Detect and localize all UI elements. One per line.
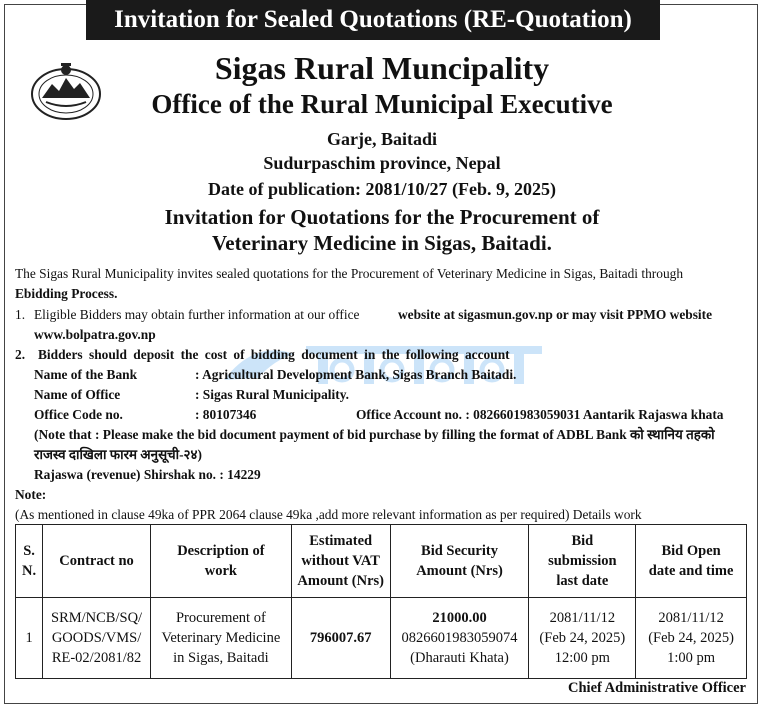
item-1-website-link[interactable]: www.bolpatra.gov.np [34, 327, 156, 342]
code-label: Office Code no. [34, 407, 123, 422]
rajaswa-shirshak: Rajaswa (revenue) Shirshak no. : 14229 [34, 467, 261, 482]
account-number: Office Account no. : 0826601983059031 Aantarik Rajaswa khata [356, 407, 724, 422]
header-open-date: Bid Open date and time [636, 525, 747, 598]
header-submission-date: Bid submission last date [529, 525, 636, 598]
quotation-table [15, 524, 747, 679]
intro-text-line-2: Ebidding Process. [15, 286, 118, 301]
cell-description: Procurement of Veterinary Medicine in Sigas, Baitadi [150, 598, 291, 679]
note-line-2: राजस्व दाखिला फारम अनुसूची-२४) [34, 447, 202, 462]
publication-date: Date of publication: 2081/10/27 (Feb. 9, 2025) [208, 179, 556, 199]
signatory-title: Chief Administrative Officer [568, 680, 746, 696]
item-1-website-text: website at sigasmun.gov.np or may visit PPMO website [398, 307, 713, 322]
item-2-number: 2. [15, 347, 26, 362]
header-contract-no: Contract no [43, 525, 151, 598]
table-header-row [16, 525, 747, 598]
header-sn: S. N. [16, 525, 43, 598]
note-text: (As mentioned in clause 49ka of PPR 2064 clause 49ka ,add more relevant information as per required) Details work [15, 507, 642, 522]
cell-contract-no: SRM/NCB/SQ/ GOODS/VMS/ RE-02/2081/82 [43, 598, 151, 679]
table-row [16, 598, 747, 679]
header-estimated-amount: Estimated without VAT Amount (Nrs) [291, 525, 390, 598]
cell-submission-date: 2081/11/12 (Feb 24, 2025) 12:00 pm [529, 598, 636, 679]
office-value: : Sigas Rural Municipality. [195, 387, 350, 402]
bank-value: : Agricultural Development Bank, Sigas Branch Baitadi. [195, 367, 517, 382]
code-value: : 80107346 [195, 407, 257, 422]
address-line-2: Sudurpaschim province, Nepal [263, 153, 501, 173]
cell-bid-security: 21000.00 0826601983059074 (Dharauti Khata) [390, 598, 529, 679]
header-bid-security: Bid Security Amount (Nrs) [390, 525, 529, 598]
office-name: Office of the Rural Municipal Executive [151, 89, 613, 119]
address-line-1: Garje, Baitadi [327, 129, 437, 149]
item-1-text: Eligible Bidders may obtain further information at our office [34, 307, 360, 322]
subject-line-1: Invitation for Quotations for the Procurement of [164, 205, 600, 229]
org-name: Sigas Rural Muncipality [214, 50, 550, 86]
notice-banner: Invitation for Sealed Quotations (RE-Quotation) [86, 0, 660, 40]
cell-open-date: 2081/11/12 (Feb 24, 2025) 1:00 pm [636, 598, 747, 679]
bank-label: Name of the Bank [34, 367, 138, 382]
note-line-1: (Note that : Please make the bid document payment of bid purchase by filling the format of ADBL Bank को स्थानिय तहको [34, 427, 715, 442]
office-label: Name of Office [34, 387, 121, 402]
subject-line-2: Veterinary Medicine in Sigas, Baitadi. [212, 231, 552, 255]
header-description: Description of work [150, 525, 291, 598]
item-1-number: 1. [15, 307, 26, 322]
note-heading: Note: [15, 487, 47, 502]
cell-estimated-amount: 796007.67 [291, 598, 390, 679]
cell-sn: 1 [16, 598, 43, 679]
intro-text-line-1: The Sigas Rural Municipality invites sealed quotations for the Procurement of Veterinary Medicine in Sigas, Baitadi through [15, 266, 684, 281]
item-2-text: Bidders should deposit the cost of bidding document in the following account [38, 347, 510, 362]
